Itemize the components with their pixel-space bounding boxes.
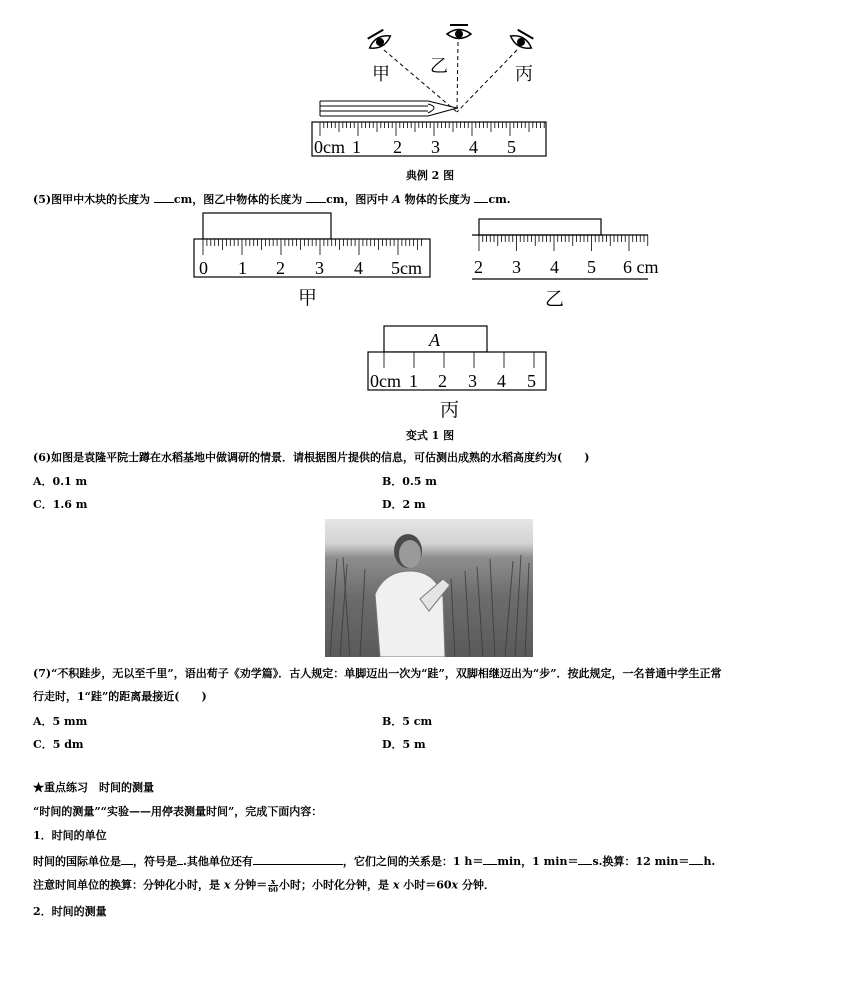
ruler-label: 4 [469,137,478,157]
time-unit-fill-in: 时间的国际单位是 ，符号是 .其他单位还有 ，它们之间的关系是：1 h＝ min，1 min＝ s.换算：12 min＝ h. [33,855,716,868]
ruler-name: 丙 [440,399,460,421]
option-c: C．1.6 m [33,498,88,511]
question-5: (5)图甲中木块的长度为 cm，图乙中物体的长度为 cm，图丙中 A 物体的长度为 cm. [33,193,511,206]
ruler-label: 2 [438,371,447,391]
section-title: ★重点练习 时间的测量 [33,781,154,794]
figure-ruler-bing [362,321,552,421]
ruler-label: 1 [238,258,247,278]
ruler-name: 乙 [545,288,565,310]
fraction: $\frac{x}{60}$ [268,877,278,894]
figure-caption: 变式 1 图 [405,429,455,442]
ruler-label: 0 [199,258,208,278]
figure-caption: 典例 2 图 [405,169,455,182]
option-c: C．5 dm [33,738,84,751]
figure-reading-angle [300,20,560,162]
ruler-label: 5 [507,137,516,157]
observer-label-jia: 甲 [372,64,390,85]
time-conversion-note: 注意时间单位的换算：分钟化小时，是 x 分钟＝ $\frac{x}{60}$ 小时；小时化分钟，是 x 小时＝60x 分钟． [33,877,495,894]
ruler-label: 6 cm [623,257,659,277]
ruler-label: 2 [393,137,402,157]
block-label-a: A [429,330,440,350]
ruler-label: 4 [497,371,506,391]
ruler-label: 4 [354,258,363,278]
question-7-line2: 行走时，1“跬”的距离最接近( ) [33,690,207,703]
eye-icon-jia [365,28,393,52]
figure-ruler-jia [190,210,440,310]
observer-label-yi: 乙 [430,56,448,77]
ruler-label: 3 [315,258,324,278]
photo-rice-field [325,519,533,657]
subheading-time-measurement: 2．时间的测量 [33,905,107,918]
pencil [320,101,457,116]
option-b: B．0.5 m [382,475,437,488]
ruler-label: 5 [587,257,596,277]
ruler-label: 5cm [391,258,422,278]
option-a: A．0.1 m [33,475,88,488]
wood-block [203,213,331,239]
subheading-time-unit: 1．时间的单位 [33,829,107,842]
option-d: D．2 m [382,498,426,511]
ruler-label: 5 [527,371,536,391]
ruler-label: 2 [276,258,285,278]
ruler-label: 1 [352,137,361,157]
option-a: A．5 mm [33,715,88,728]
ruler-name: 甲 [298,287,318,309]
eye-icon-yi [447,25,471,39]
ruler-label: 1 [409,371,418,391]
option-b: B．5 cm [382,715,433,728]
ruler-label: 3 [512,257,521,277]
figure-ruler-yi [468,212,668,310]
ruler-label: 3 [431,137,440,157]
ruler-label: 4 [550,257,559,277]
ruler-label: 0cm [370,371,401,391]
option-d: D．5 m [382,738,426,751]
eye-icon-bing [508,28,536,52]
section-intro: “时间的测量”“实验——用停表测量时间”，完成下面内容： [33,805,323,818]
ruler-label: 3 [468,371,477,391]
ruler-label: 2 [474,257,483,277]
observer-label-bing: 丙 [515,64,533,85]
question-6-stem: (6)如图是袁隆平院士蹲在水稻基地中做调研的情景．请根据图片提供的信息，可估测出成熟的水稻高度约为( ) [33,451,590,464]
question-7-line1: (7)“不积跬步，无以至千里”，语出荀子《劝学篇》．古人规定：单脚迈出一次为“跬”，双脚相继迈出为“步”．按此规定，一名普通中学生正常 [33,667,722,680]
object-block [479,219,601,235]
ruler-label: 0cm [314,137,345,157]
